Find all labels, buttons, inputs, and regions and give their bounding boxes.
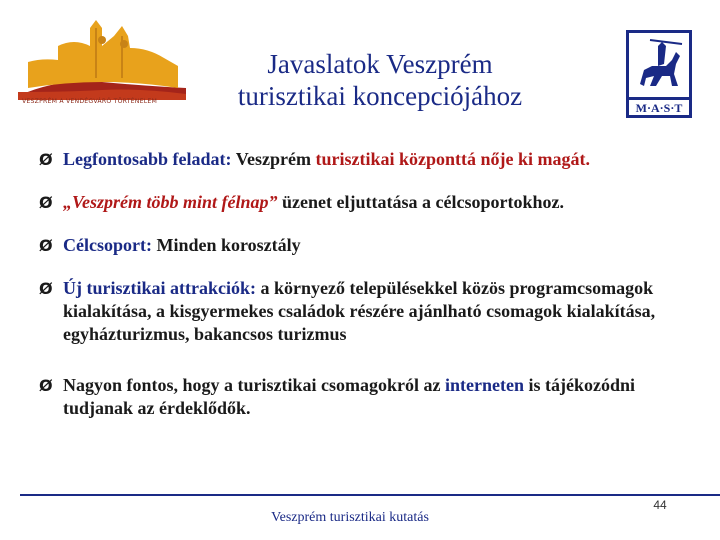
slide-title [210,48,550,112]
internet-link-text: interneten [445,375,524,395]
footer-text: Veszprém turisztikai kutatás [271,510,429,525]
arrow-bullet-icon: Ø [39,236,53,255]
page-number: 44 [653,498,667,512]
bullet-item: Ø „Veszprém több mint félnap” üzenet eljuttatása a célcsoportokhoz. [39,192,564,212]
title-line-1: Javaslatok Veszprém [267,49,493,79]
title-line-2: turisztikai koncepciójához [237,81,523,111]
logo-caption: VESZPRÉM A VENDÉGVÁRÓ TÖRTÉNELEM [22,98,158,105]
footer-divider [20,494,720,496]
arrow-bullet-icon: Ø [39,376,53,395]
mast-logo-text: M·A·S·T [635,101,683,115]
bullet-list [39,140,709,420]
bullet-item: Ø Legfontosabb feladat: Veszprém turisztikai központtá nője ki magát. [39,149,591,169]
arrow-bullet-icon: Ø [39,150,53,169]
bullet-item: Ø Új turisztikai attrakciók: a környező településekkel közös programcsomagok kialakítása, a kisgyermekes családok részére ajánlható csomagok kialakítása, egyházturizmus, bakancsos turizmus [39,278,656,344]
arrow-bullet-icon: Ø [39,193,53,212]
bullet-item: Ø Nagyon fontos, hogy a turisztikai csomagokról az interneten is tájékozódni tudjanak az érdeklődők. [39,375,635,418]
bullet-item: Ø Célcsoport: Minden korosztály [39,235,301,255]
arrow-bullet-icon: Ø [39,279,53,298]
mast-logo [626,30,692,118]
